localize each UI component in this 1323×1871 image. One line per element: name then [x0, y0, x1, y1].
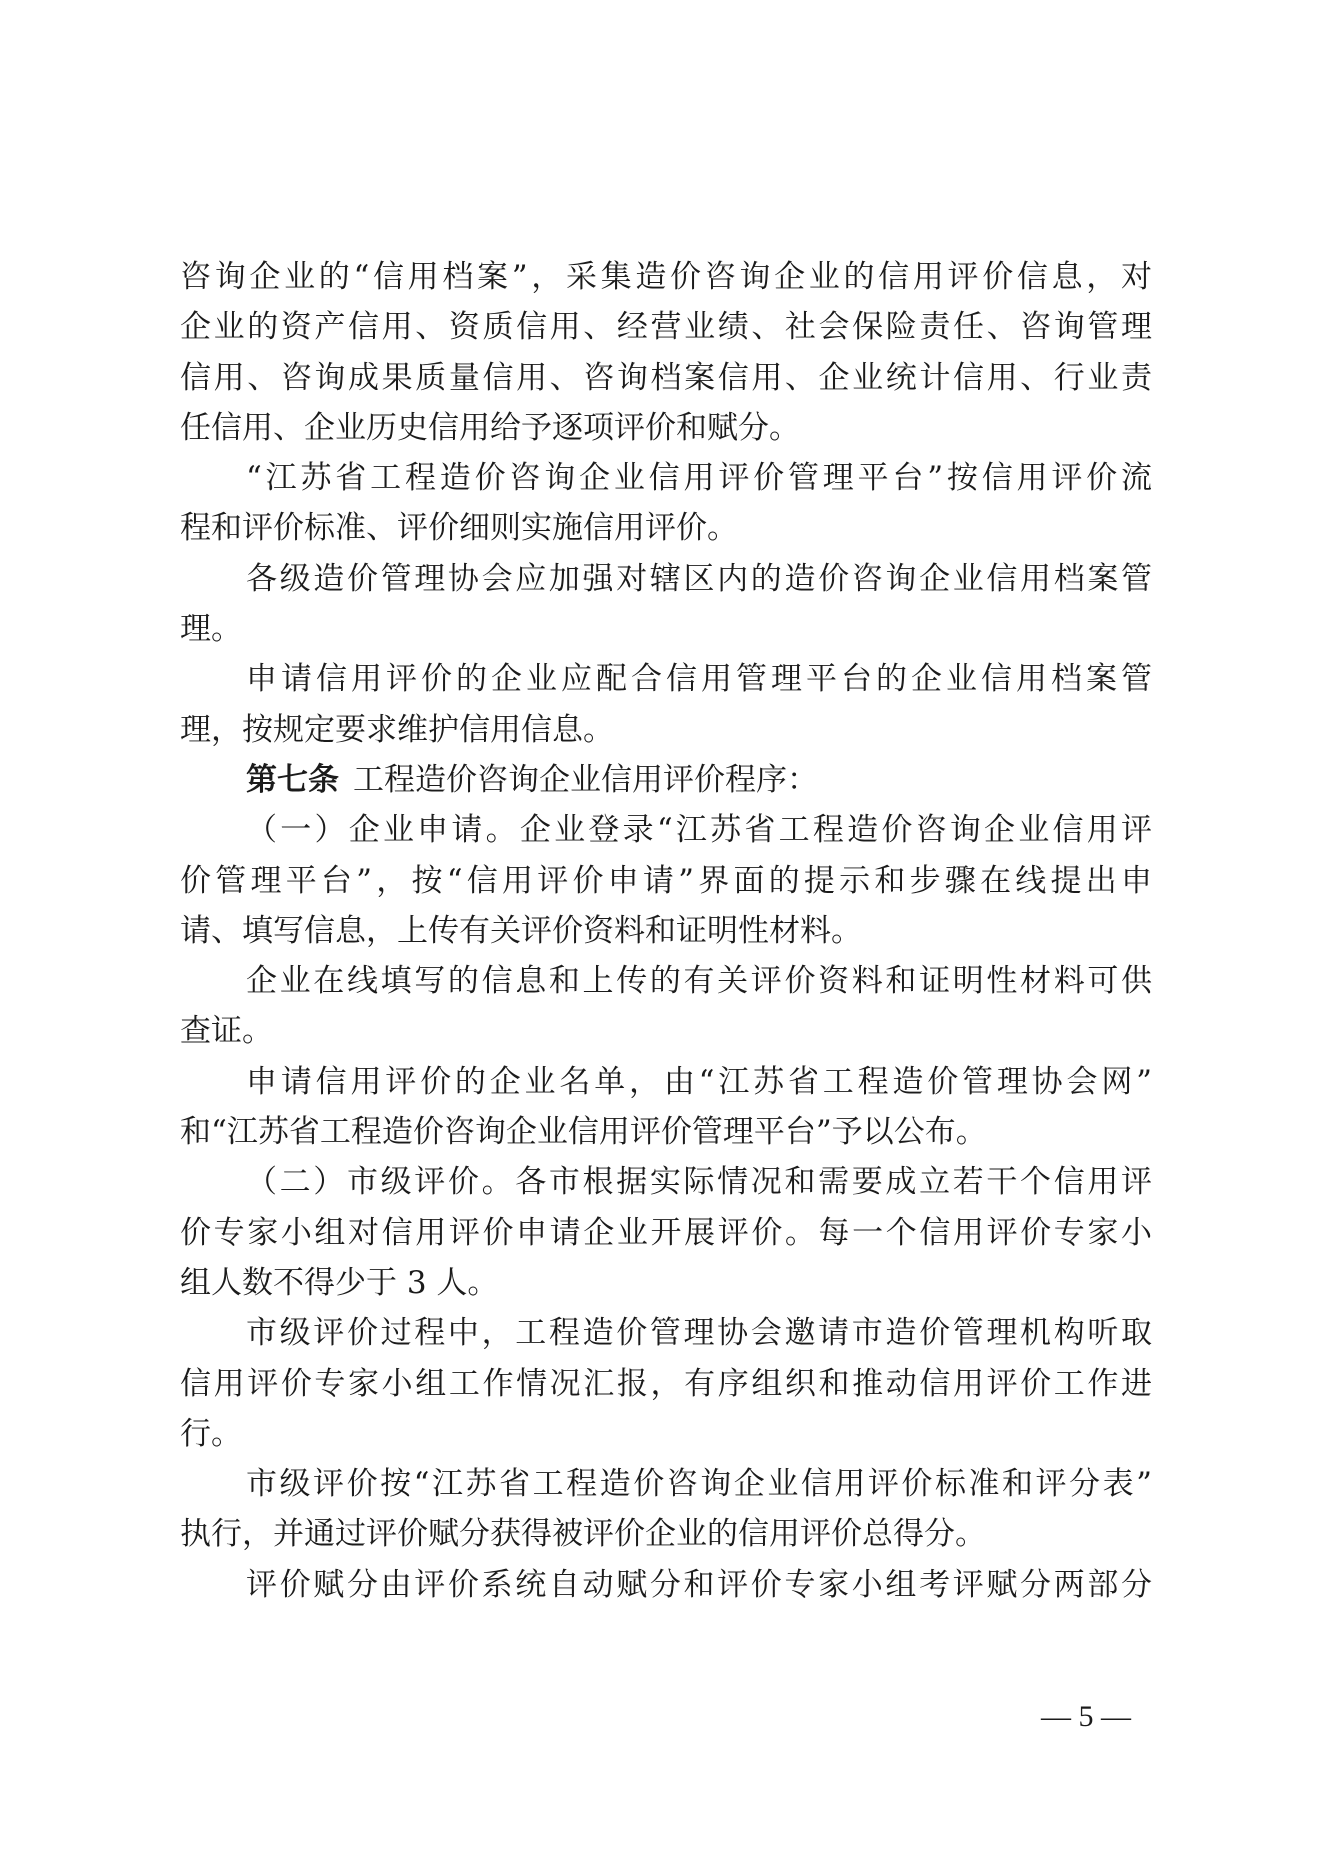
text-line: 申请信用评价的企业应配合信用管理平台的企业信用档案管: [246, 661, 1152, 698]
paragraph: [180, 453, 1152, 554]
text-line: 执行，并通过评价赋分获得被评价企业的信用评价总得分。: [180, 1516, 986, 1553]
paragraph: [180, 1308, 1152, 1459]
text-line: 任信用、企业历史信用给予逐项评价和赋分。: [180, 409, 800, 446]
paragraph: [180, 1560, 1152, 1610]
page-number: — 5 —: [1041, 1700, 1131, 1733]
text-line: 企业的资产信用、资质信用、经营业绩、社会保险责任、咨询管理: [180, 309, 1152, 346]
text-line: （一）企业申请。企业登录“江苏省工程造价咨询企业信用评: [246, 812, 1152, 849]
article-paragraph: [180, 755, 1152, 805]
text-line: “江苏省工程造价咨询企业信用评价管理平台”按信用评价流: [246, 460, 1152, 497]
paragraph: [180, 1459, 1152, 1560]
article-title: 工程造价咨询企业信用评价程序：: [353, 761, 818, 798]
text-line: 企业在线填写的信息和上传的有关评价资料和证明性材料可供: [246, 963, 1152, 1000]
paragraph: [180, 252, 1152, 453]
text-line: 市级评价按“江苏省工程造价咨询企业信用评价标准和评分表”: [246, 1466, 1152, 1503]
text-line: 市级评价过程中，工程造价管理协会邀请市造价管理机构听取: [246, 1315, 1152, 1352]
text-line: 和“江苏省工程造价咨询企业信用评价管理平台”予以公布。: [180, 1114, 987, 1151]
text-line: 程和评价标准、评价细则实施信用评价。: [180, 510, 738, 547]
text-line: 组人数不得少于 3 人。: [180, 1264, 499, 1301]
paragraph: [180, 1157, 1152, 1308]
text-line: 理，按规定要求维护信用信息。: [180, 711, 614, 748]
text-line: 信用、咨询成果质量信用、咨询档案信用、企业统计信用、行业责: [180, 359, 1152, 396]
text-line: 查证。: [180, 1013, 273, 1050]
paragraph: [180, 805, 1152, 956]
text-line: 请、填写信息，上传有关评价资料和证明性材料。: [180, 912, 862, 949]
article-heading: 第七条: [246, 761, 339, 798]
text-line: 价专家小组对信用评价申请企业开展评价。每一个信用评价专家小: [180, 1214, 1152, 1251]
text-line: 信用评价专家小组工作情况汇报，有序组织和推动信用评价工作进: [180, 1365, 1152, 1402]
paragraph: [180, 554, 1152, 655]
text-line: （二）市级评价。各市根据实际情况和需要成立若干个信用评: [246, 1164, 1152, 1201]
text-line: 行。: [180, 1415, 242, 1452]
text-line: 申请信用评价的企业名单，由“江苏省工程造价管理协会网”: [246, 1063, 1152, 1100]
text-line: 各级造价管理协会应加强对辖区内的造价咨询企业信用档案管: [246, 560, 1152, 597]
text-line: [180, 755, 1152, 805]
text-line: 咨询企业的“信用档案”，采集造价咨询企业的信用评价信息，对: [180, 259, 1152, 295]
paragraph: [180, 956, 1152, 1057]
text-line: 理。: [180, 611, 242, 648]
text-line: 评价赋分由评价系统自动赋分和评价专家小组考评赋分两部分: [246, 1566, 1152, 1603]
text-line: 价管理平台”，按“信用评价申请”界面的提示和步骤在线提出申: [180, 862, 1152, 899]
paragraph: [180, 1057, 1152, 1158]
paragraph: [180, 654, 1152, 755]
body-text: [180, 252, 1152, 1610]
